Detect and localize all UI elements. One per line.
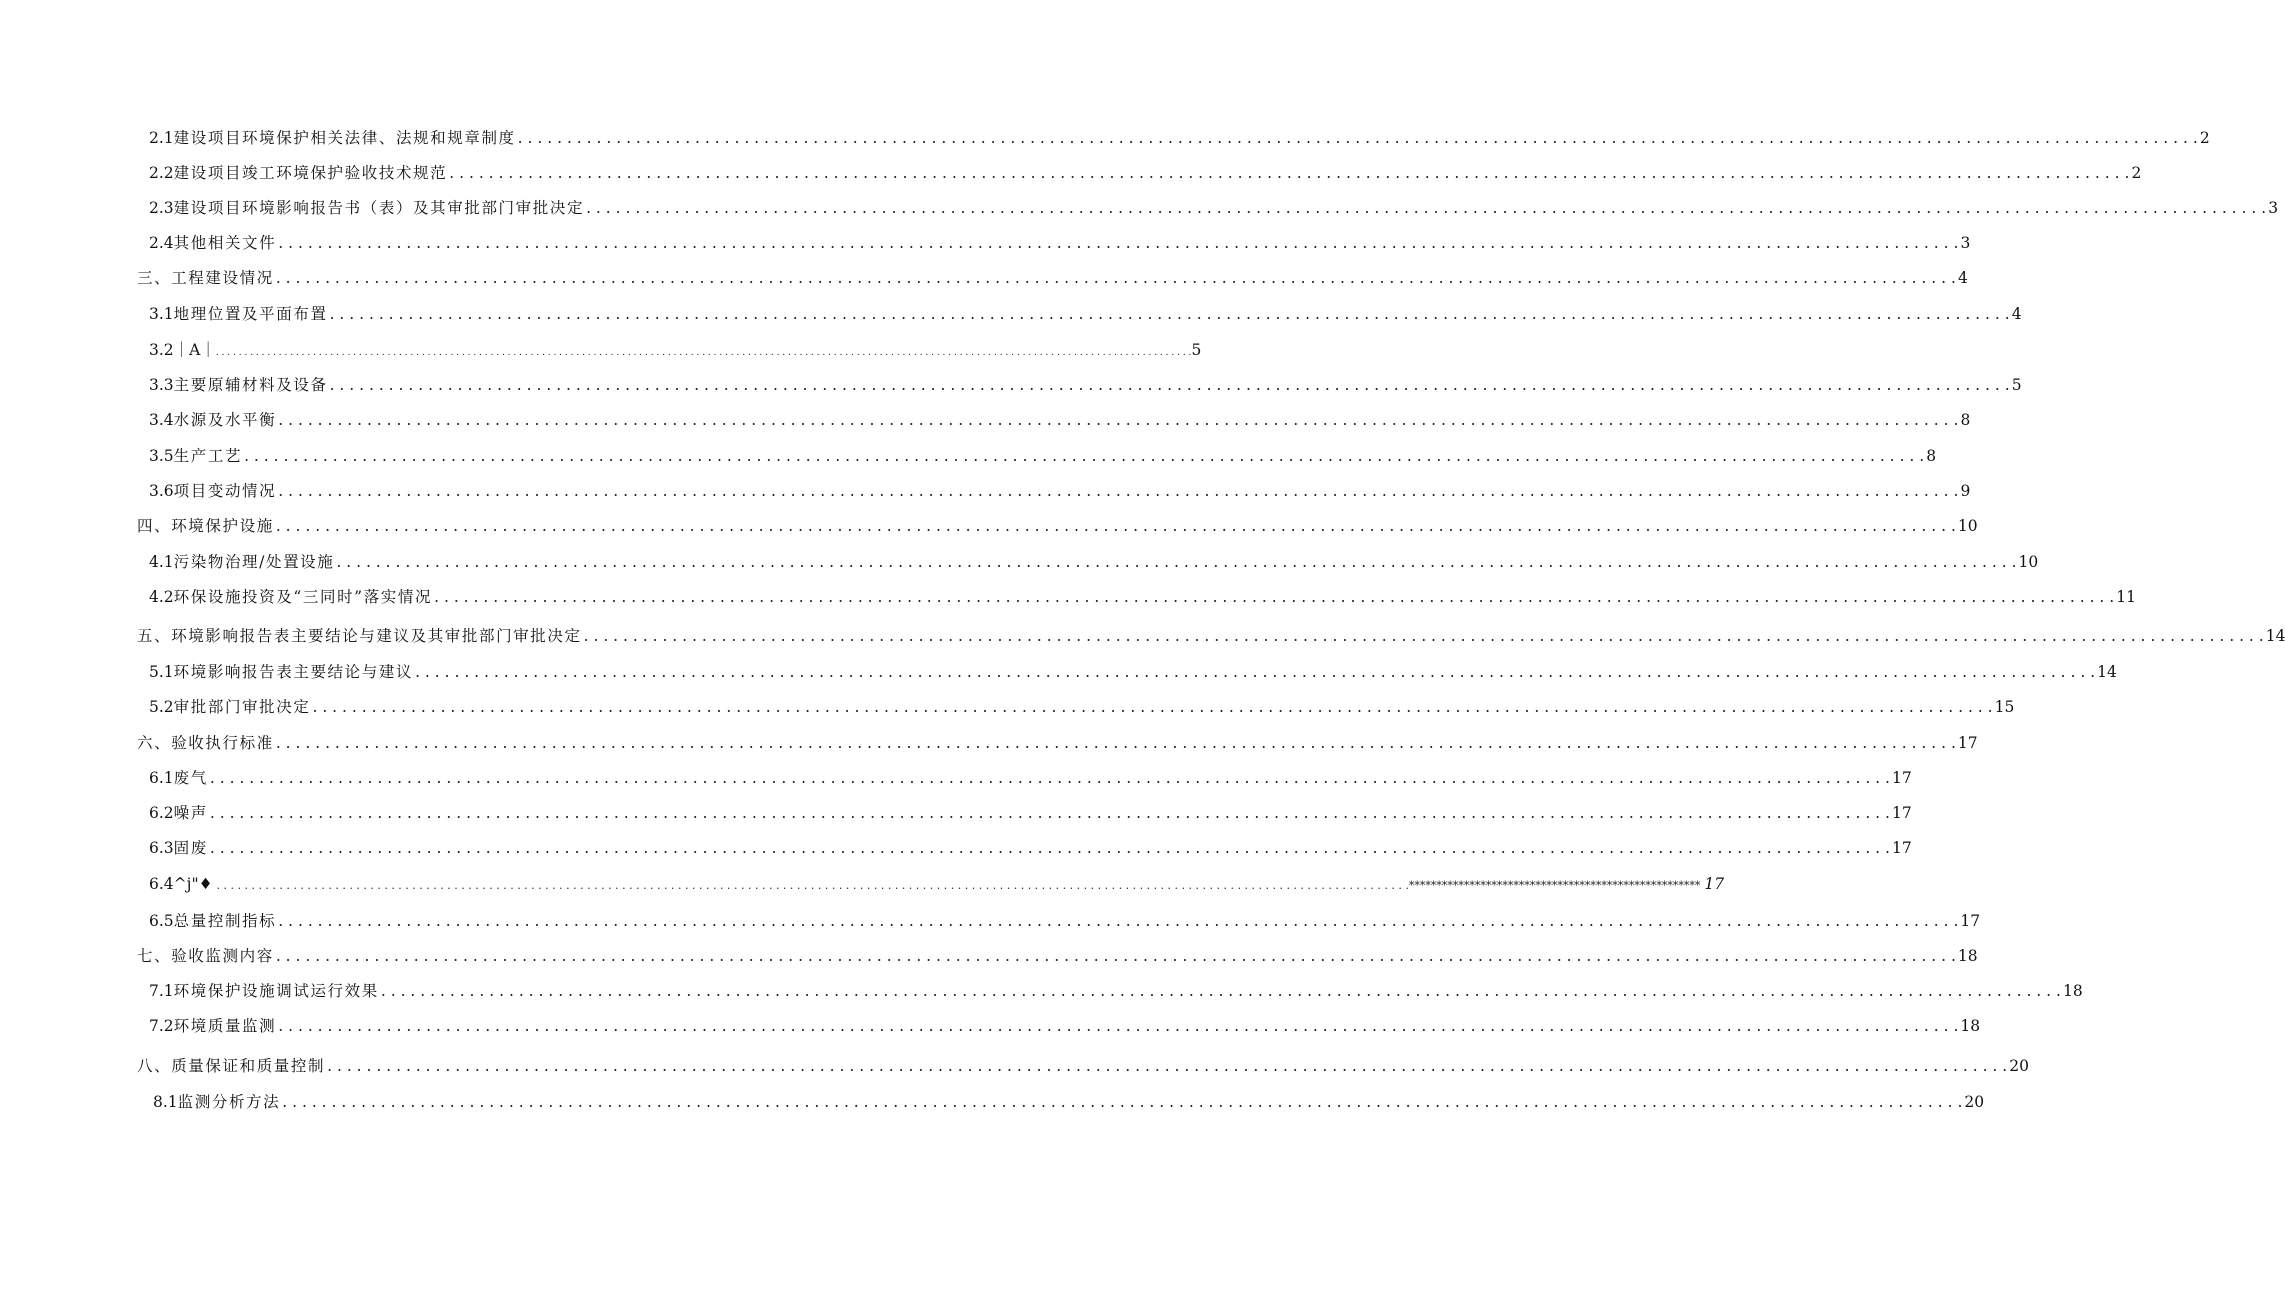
toc-page: 3 — [1960, 234, 1971, 252]
toc-title: 六、验收执行标准 — [137, 734, 274, 752]
toc-page: 14 — [2265, 627, 2285, 645]
toc-title: 主要原辅材料及设备 — [173, 376, 328, 394]
toc-title: 固废 — [173, 839, 208, 857]
toc-number: 3.5 — [149, 447, 174, 465]
toc-entry[interactable] — [149, 552, 2039, 572]
toc-title: 建设项目环境保护相关法律、法规和规章制度 — [173, 129, 516, 147]
toc-number: 7.2 — [149, 1017, 174, 1035]
toc-leader-stars: . . . ***************************************************** — [216, 876, 1700, 896]
toc-number: 3.4 — [149, 411, 174, 429]
toc-title: ｜A｜ — [173, 341, 216, 359]
toc-leader — [381, 981, 2061, 1001]
toc-page: 17 — [1891, 839, 1912, 857]
toc-title: 七、验收监测内容 — [137, 947, 274, 965]
toc-title: 总量控制指标 — [173, 912, 277, 930]
toc-title: 三、工程建设情况 — [137, 269, 274, 287]
toc-entry[interactable] — [149, 128, 2210, 148]
toc-number: 6.4 — [149, 875, 174, 893]
toc-title: 八、质量保证和质量控制 — [137, 1057, 326, 1075]
toc-entry[interactable] — [149, 697, 2015, 717]
toc-entry[interactable] — [149, 981, 2083, 1001]
toc-page: 4 — [2011, 305, 2022, 323]
toc-page: 10 — [2018, 553, 2039, 571]
toc-number: 6.5 — [149, 912, 174, 930]
toc-number: 5.1 — [149, 663, 174, 681]
toc-title: 环境保护设施调试运行效果 — [173, 982, 379, 1000]
toc-leader — [312, 697, 1992, 717]
toc-page: 17 — [1891, 804, 1912, 822]
toc-entry[interactable] — [149, 874, 1725, 896]
toc-leader — [518, 128, 2198, 148]
toc-leader — [584, 626, 2264, 646]
toc-entry[interactable] — [153, 1092, 1985, 1112]
toc-title: 项目变动情况 — [173, 482, 277, 500]
toc-entry[interactable] — [149, 768, 1912, 788]
toc-title: 水源及水平衡 — [173, 411, 277, 429]
toc-page: 17 — [1891, 769, 1912, 787]
toc-number: 2.1 — [149, 129, 174, 147]
toc-entry[interactable] — [149, 481, 1971, 501]
toc-leader — [278, 410, 1958, 430]
toc-number: 6.3 — [149, 839, 174, 857]
toc-entry[interactable] — [137, 268, 1968, 288]
toc-entry[interactable] — [149, 375, 2022, 395]
toc-leader — [586, 198, 2266, 218]
toc-number: 3.3 — [149, 376, 174, 394]
toc-entry[interactable] — [137, 626, 2285, 646]
toc-page: 15 — [1994, 698, 2015, 716]
toc-leader — [210, 768, 1890, 788]
toc-page: 18 — [2062, 982, 2083, 1000]
toc-leader — [276, 733, 1956, 753]
toc-entry[interactable] — [149, 838, 1912, 858]
toc-title: 其他相关文件 — [173, 234, 277, 252]
toc-title: 环境质量监测 — [173, 1017, 277, 1035]
toc-page: 18 — [1960, 1017, 1981, 1035]
toc-page: 5 — [1191, 341, 1202, 359]
toc-number: 2.3 — [149, 199, 174, 217]
toc-title: 地理位置及平面布置 — [173, 305, 328, 323]
toc-entry[interactable] — [149, 233, 1971, 253]
toc-entry[interactable] — [149, 587, 2136, 607]
toc-page: 2 — [2131, 164, 2142, 182]
toc-title: 五、环境影响报告表主要结论与建议及其审批部门审批决定 — [137, 627, 582, 645]
toc-leader — [278, 1016, 1958, 1036]
toc-number: 3.2 — [149, 341, 174, 359]
toc-leader — [415, 662, 2095, 682]
toc-title: 建设项目环境影响报告书（表）及其审批部门审批决定 — [173, 199, 585, 217]
toc-leader — [449, 163, 2129, 183]
toc-entry[interactable] — [149, 198, 2279, 218]
toc-leader — [278, 911, 1958, 931]
toc-page: 4 — [1958, 269, 1968, 287]
toc-leader — [278, 233, 1958, 253]
toc-leader — [276, 516, 1956, 536]
toc-page: 8 — [1960, 411, 1971, 429]
toc-entry[interactable] — [149, 662, 2117, 682]
toc-page: 10 — [1957, 517, 1978, 535]
toc-entry[interactable] — [149, 446, 1937, 466]
toc-number: 2.2 — [149, 164, 174, 182]
toc-leader — [282, 1092, 1962, 1112]
toc-title: 审批部门审批决定 — [173, 698, 311, 716]
toc-leader — [244, 446, 1924, 466]
toc-title: 建设项目竣工环境保护验收技术规范 — [173, 164, 448, 182]
toc-title: 监测分析方法 — [177, 1093, 281, 1111]
toc-number: 2.4 — [149, 234, 174, 252]
toc-page: 17 — [1960, 912, 1981, 930]
toc-page: 3 — [2268, 199, 2279, 217]
toc-number: 5.2 — [149, 698, 174, 716]
toc-page: 14 — [2097, 663, 2117, 681]
toc-number: 7.1 — [149, 982, 174, 1000]
toc-title: 废气 — [173, 769, 208, 787]
toc-number: 3.1 — [149, 305, 174, 323]
toc-title: 四、环境保护设施 — [137, 517, 274, 535]
toc-page: 11 — [2116, 588, 2136, 606]
toc-title: 环保设施投资及“三同时”落实情况 — [173, 588, 433, 606]
toc-entry[interactable] — [149, 1016, 1981, 1036]
toc-number: 8.1 — [153, 1093, 178, 1111]
toc-number: 4.2 — [149, 588, 174, 606]
toc-page: 8 — [1926, 447, 1937, 465]
toc-leader — [330, 304, 2010, 324]
toc-title: 生产工艺 — [173, 447, 243, 465]
toc-title: 噪声 — [173, 804, 208, 822]
toc-leader — [216, 343, 1192, 363]
toc-entry[interactable] — [149, 803, 1912, 823]
toc-entry[interactable] — [137, 1056, 2029, 1076]
toc-number: 6.1 — [149, 769, 174, 787]
toc-leader — [210, 838, 1890, 858]
toc-leader — [210, 803, 1890, 823]
toc-page: 20 — [2009, 1057, 2029, 1075]
toc-leader — [434, 587, 2114, 607]
toc-entry[interactable] — [149, 340, 1202, 363]
toc-entry[interactable] — [137, 946, 1978, 966]
toc-leader — [276, 946, 1956, 966]
toc-page: 17 — [1704, 875, 1725, 893]
toc-title: 污染物治理/处置设施 — [173, 553, 335, 571]
toc-title: 环境影响报告表主要结论与建议 — [173, 663, 414, 681]
toc-entry[interactable] — [149, 163, 2142, 183]
toc-page: 17 — [1957, 734, 1978, 752]
toc-page: 18 — [1957, 947, 1978, 965]
toc-entry[interactable] — [137, 516, 1978, 536]
toc-entry[interactable] — [149, 911, 1981, 931]
toc-number: 6.2 — [149, 804, 174, 822]
toc-leader — [336, 552, 2016, 572]
toc-number: 4.1 — [149, 553, 174, 571]
toc-leader — [276, 268, 1956, 288]
toc-page: 2 — [2199, 129, 2210, 147]
toc-page: 20 — [1964, 1093, 1985, 1111]
toc-leader — [330, 375, 2010, 395]
toc-entry[interactable] — [137, 733, 1978, 753]
toc-leader — [327, 1056, 2007, 1076]
toc-leader — [278, 481, 1958, 501]
toc-entry[interactable] — [149, 410, 1971, 430]
toc-entry[interactable] — [149, 304, 2022, 324]
toc-title: ^j"♦ — [173, 875, 213, 893]
toc-page: 9 — [1960, 482, 1971, 500]
toc-number: 3.6 — [149, 482, 174, 500]
toc-page: 5 — [2011, 376, 2022, 394]
